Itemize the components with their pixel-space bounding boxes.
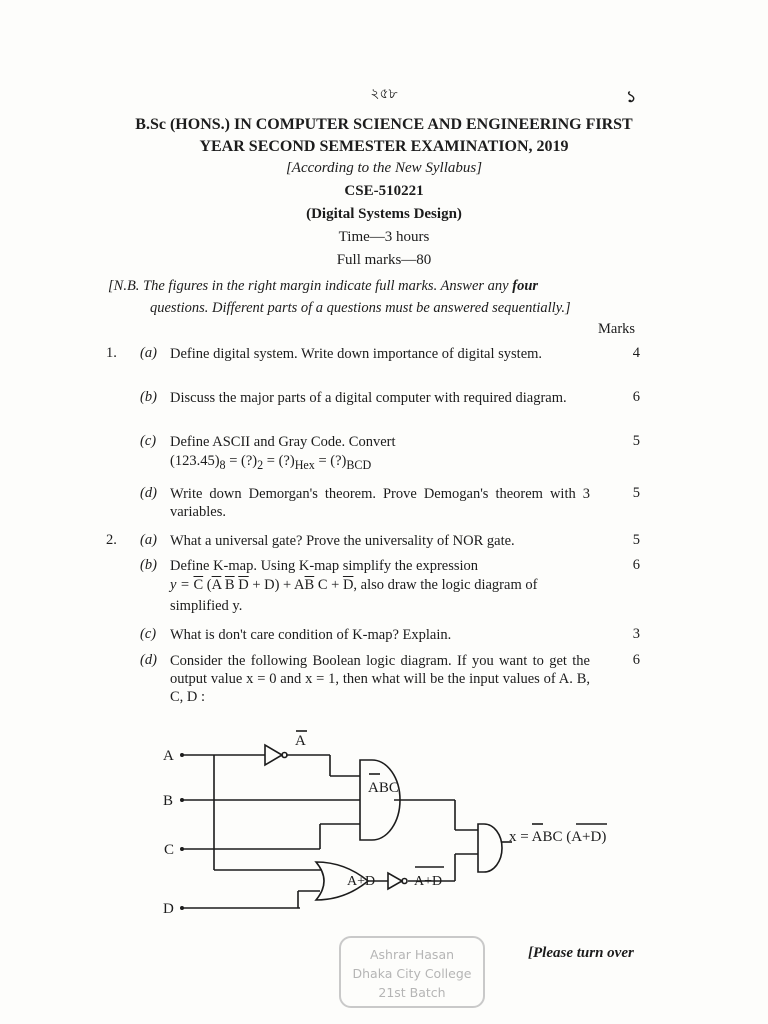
and-output-label: ABC [368,780,399,796]
instructions-emphasis: four [512,278,539,294]
q2a-marks: 5 [632,532,640,548]
q1a-label: (a) [140,345,157,361]
course-name: (Digital Systems Design) [306,206,462,222]
exam-title-line2: YEAR SECOND SEMESTER EXAMINATION, 2019 [199,138,569,155]
q2c-marks: 3 [632,626,640,642]
watermark-college: Dhaka City College [352,966,472,981]
q1b-label: (b) [140,389,157,405]
q2b-marks: 6 [632,557,640,573]
q2c-text: What is don't care condition of K-map? Explain. [170,627,452,643]
q2d-label: (d) [140,652,157,668]
exam-time: Time—3 hours [338,229,430,245]
or-output-label: A+D [347,874,376,889]
question-1-number: 1. [106,345,117,361]
full-marks: Full marks—80 [336,252,432,268]
nor-output-label: A+D [414,874,443,889]
q2d-text: Consider the following Boolean logic diagram. If you want to get the output value x = 0 and x = 1, then what will be the input values of A. B, C, D : [170,653,590,705]
corner-mark: ১ [626,89,637,106]
q1c-marks: 5 [632,433,640,449]
syllabus-note: [According to the New Syllabus] [285,160,483,176]
marks-column-label: Marks [598,321,636,337]
input-a-label: A [163,748,174,764]
conversion-sub-2: 2 [257,457,264,472]
watermark-name: Ashrar Hasan [369,947,455,962]
q2b-text: Define K-map. Using K-map simplify the expression [170,558,479,574]
expression-tail: , also draw the logic diagram of [353,577,538,593]
conversion-sub-8: 8 [219,457,226,472]
instructions-line2: questions. Different parts of a questions must be answered sequentially.] [150,300,571,316]
q2a-label: (a) [140,532,157,548]
q2b-expression-line2: simplified y. [170,598,243,614]
q1d-marks: 5 [632,485,640,501]
exam-title-line1: B.Sc (HONS.) IN COMPUTER SCIENCE AND ENGINEERING FIRST [135,116,633,133]
watermark-batch: 21st Batch [378,985,446,1000]
not-a-label: A [295,733,306,749]
course-code: CSE-510221 [344,183,424,199]
input-b-label: B [163,793,174,809]
conversion-sub-bcd: BCD [346,457,372,472]
input-d-label: D [163,901,174,917]
q1a-marks: 4 [632,345,640,361]
q2b-label: (b) [140,557,157,573]
q1b-marks: 6 [632,389,640,405]
q1c-text: Define ASCII and Gray Code. Convert [170,434,396,450]
conversion-sub-hex: Hex [294,457,315,472]
expression-body: $\overline{C}$ ($\overline{A}$ $\overline{B}$ $\overline{D} + D) + A\overline{B}$ $C + \overline{D}$ [193,577,354,593]
conversion-base: (123.45) [170,453,220,469]
q1c-label: (c) [140,433,157,449]
q1a-text: Define digital system. Write down importance of digital system. [170,346,543,362]
q2c-label: (c) [140,626,157,642]
question-2-number: 2. [106,532,117,548]
watermark-stamp [339,936,485,1008]
expression-prefix: y = [170,577,194,593]
output-expression-label: x = ABC (A+D) [509,829,607,845]
conversion-eq2: = (?) [263,453,295,469]
conversion-eq1: = (?) [225,453,258,469]
q1b-text: Discuss the major parts of a digital computer with required diagram. [170,390,567,406]
instructions-text: [N.B. The figures in the right margin indicate full marks. Answer any [108,278,513,294]
q2a-text: What a universal gate? Prove the universality of NOR gate. [170,533,515,549]
conversion-eq3: = (?) [314,453,347,469]
turn-over-note: [Please turn over [528,945,634,961]
top-mark: ২৫৮ [370,87,398,102]
q1d-label: (d) [140,485,157,501]
input-c-label: C [164,842,175,858]
q1d-text: Write down Demorgan's theorem. Prove Demogan's theorem with 3 variables. [170,486,590,520]
q2d-marks: 6 [632,652,640,668]
